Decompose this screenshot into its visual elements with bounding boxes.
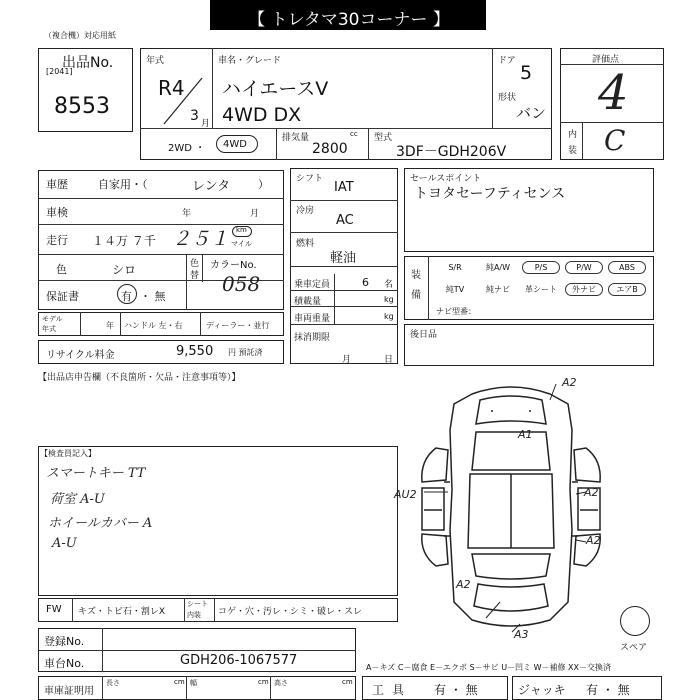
interior-label-2: 装 <box>568 146 578 156</box>
model-year-year: 年 <box>106 321 114 330</box>
equipment-item-aw: 純A/W <box>485 263 511 272</box>
score-label: 評価点 <box>592 55 620 65</box>
score-value: 4 <box>598 65 629 121</box>
chassis-label: 車台No. <box>44 657 85 670</box>
equipment-item-pw: P/W <box>565 261 603 274</box>
tools-label: 工具 <box>372 683 413 697</box>
jack-label: ジャッキ <box>518 683 566 697</box>
registration-label: 登録No. <box>44 635 85 648</box>
doors-label: ドア <box>498 56 516 66</box>
load-label: 積載量 <box>294 297 322 307</box>
legend: A－キズ C－腐食 E－エクボ S－サビ U－凹ミ W－補修 XX－交換済 <box>366 663 612 672</box>
car-name: ハイエースV <box>222 78 329 100</box>
shape-value: バン <box>516 104 547 122</box>
declaration-label: 【出品店申告欄（不良箇所・欠品・注意事項等）】 <box>38 373 241 383</box>
top-note: （複合機）対応用紙 <box>44 31 116 40</box>
mark-a1-roof: A1 <box>518 428 533 441</box>
drive-selected: 4WD <box>223 139 247 150</box>
color-change-1: 色 <box>190 259 200 269</box>
inspector-note-4: A-U <box>52 536 77 551</box>
history-label: 車歴 <box>46 178 68 191</box>
displacement-label: 排気量 <box>282 133 310 143</box>
inspector-label: 【検査員記入】 <box>40 449 96 458</box>
tools-value: 有 ・ 無 <box>434 683 478 697</box>
color-change-2: 替 <box>190 271 200 281</box>
recycle-label: リサイクル料金 <box>46 350 115 361</box>
equipment-label-2: 備 <box>411 290 421 301</box>
history-close: ） <box>258 178 269 191</box>
fuel-value: 軽油 <box>330 251 357 266</box>
model-value: 3DF－GDH206V <box>396 144 507 160</box>
seat-label-1: シート <box>187 600 208 608</box>
expiry-month: 月 <box>342 355 352 365</box>
jack-value: 有 ・ 無 <box>586 683 630 697</box>
equipment-item-b: エアB <box>608 283 646 296</box>
seat-label-2: 内装 <box>187 611 201 619</box>
mileage-label: 走行 <box>46 234 68 247</box>
equipment-item-sr: S/R <box>448 263 462 272</box>
fuel-label: 燃料 <box>296 239 315 249</box>
inspection-label: 車検 <box>46 206 68 219</box>
navi-model-label: ナビ型番： <box>436 307 476 316</box>
header-title: 【 トレタマ30コーナー 】 <box>248 10 450 30</box>
inspection-year: 年 <box>182 209 192 219</box>
displacement-unit: cc <box>350 130 358 138</box>
spare-label: スペア <box>620 643 648 653</box>
afterday-box <box>404 324 654 366</box>
weight-unit: kg <box>384 312 394 321</box>
color-value: シロ <box>112 263 137 277</box>
warranty-yes: 有 <box>121 290 132 303</box>
equipment-item--2: 革シート <box>525 285 557 294</box>
capacity-unit: 名 <box>384 280 394 290</box>
interior-value: C <box>604 124 626 157</box>
mark-a2-right-1: A2 <box>584 486 599 499</box>
cert-length: 長さ <box>106 679 120 687</box>
model-label: 型式 <box>374 133 393 143</box>
history-value: レンタ <box>192 179 231 194</box>
car-grade: 4WD DX <box>222 104 302 126</box>
mark-a2-right-2: A2 <box>586 534 601 547</box>
recycle-value: 9,550 <box>176 344 214 359</box>
model-year-label-1: モデル <box>42 315 63 323</box>
interior-label-1: 内 <box>568 130 578 140</box>
shape-label: 形状 <box>498 93 517 103</box>
color-code-label: カラーNo. <box>210 260 257 271</box>
shift-value: IAT <box>334 180 354 195</box>
mileage-unit-km: km <box>236 226 247 234</box>
color-code: 058 <box>222 272 261 296</box>
equipment-item--3: 外ナビ <box>565 283 603 296</box>
model-year-handle: ハンドル 左・右 <box>124 321 183 330</box>
warranty-no: ・ 無 <box>140 290 166 303</box>
inspector-note-3: ホイールカバー A <box>48 516 153 531</box>
expiry-label: 抹消期限 <box>294 333 331 343</box>
warranty-label: 保証書 <box>46 290 79 303</box>
ac-label: 冷房 <box>296 206 315 216</box>
car-damage-diagram <box>394 370 622 641</box>
cert-unit-2: cm <box>258 678 269 686</box>
lot-small-number: [2041] <box>46 67 73 76</box>
fw-items: キズ・トビ石・割レX <box>78 607 165 617</box>
lot-number: 8553 <box>54 94 110 119</box>
inspection-month: 月 <box>250 209 260 219</box>
inspector-note-2: 荷室 A-U <box>50 492 105 507</box>
cert-height: 高さ <box>274 679 288 687</box>
load-unit: kg <box>384 295 394 304</box>
color-label: 色 <box>56 263 67 276</box>
displacement-value: 2800 <box>312 141 348 157</box>
seat-items: コゲ・穴・汚レ・シミ・破レ・スレ <box>218 607 363 617</box>
year-month-unit: 月 <box>201 119 211 129</box>
mileage-unit-mile: マイル <box>231 240 252 248</box>
year-era: R4 <box>158 76 185 100</box>
model-year-label-2: 年式 <box>42 325 56 333</box>
equipment-item-ps: P/S <box>522 261 560 274</box>
expiry-day: 日 <box>384 355 394 365</box>
shift-label: シフト <box>296 174 324 184</box>
fw-label: FW <box>46 604 62 615</box>
mark-a3-bottom: A3 <box>514 628 529 641</box>
weight-label: 車両重量 <box>294 314 331 324</box>
mileage-handwritten: ２５１ <box>172 228 230 250</box>
mileage-value: １４万 ７千 <box>92 234 156 248</box>
spare-tire-icon <box>620 606 650 636</box>
equipment-item-abs: ABS <box>608 261 646 274</box>
equipment-item-tv: 純TV <box>445 285 465 294</box>
year-label: 年式 <box>146 56 165 66</box>
cert-unit-1: cm <box>174 678 185 686</box>
capacity-value: 6 <box>362 276 369 289</box>
capacity-label: 乗車定員 <box>294 280 331 290</box>
inspector-note-1: スマートキー TT <box>46 466 146 481</box>
drive-options: 2WD ・ <box>168 143 206 154</box>
recycle-unit: 円 預託済 <box>228 348 263 357</box>
sales-point-value: トヨタセーフティセンス <box>414 186 566 202</box>
equipment-item--1: 純ナビ <box>486 285 510 294</box>
cert-width: 幅 <box>190 679 197 687</box>
equipment-label-1: 装 <box>411 270 421 281</box>
history-options: 自家用・（ <box>98 178 148 191</box>
year-month: 3 <box>190 108 199 124</box>
cert-unit-3: cm <box>342 678 353 686</box>
lot-label: 出品No. <box>62 55 114 71</box>
ac-value: AC <box>336 213 354 228</box>
chassis-value: GDH206-1067577 <box>180 653 298 668</box>
cert-label: 車庫証明用 <box>44 686 94 697</box>
mark-a2-rear: A2 <box>456 578 471 591</box>
model-year-dealer: ディーラー・並行 <box>206 321 270 330</box>
car-label: 車名・グレード <box>218 56 282 66</box>
sales-point-label: セールスポイント <box>410 174 482 184</box>
afterday-label: 後日品 <box>410 330 438 340</box>
mark-au2-left: AU2 <box>394 488 417 501</box>
mark-a2-top: A2 <box>562 376 577 389</box>
doors-value: 5 <box>520 62 533 84</box>
